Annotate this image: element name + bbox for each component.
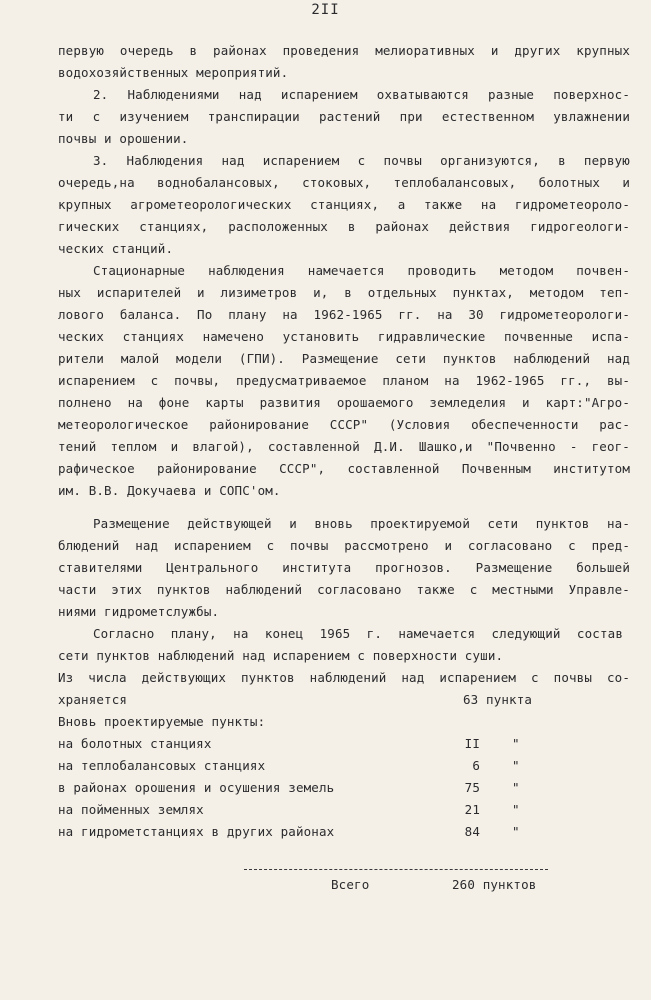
text-line: Стационарные наблюдения намечается проводить методом почвен- <box>93 263 630 278</box>
total-value: 260 пунктов <box>452 877 537 892</box>
row-value: II <box>464 736 480 751</box>
new-points-heading: Вновь проектируемые пункты: <box>58 714 266 729</box>
row-value: 75 <box>464 780 480 795</box>
row-value: 84 <box>464 824 480 839</box>
row-ditto: " <box>512 736 520 751</box>
text-line: 2. Наблюдениями над испарением охватываются разные поверхнос- <box>93 87 630 102</box>
text-line: тений теплом и влагой), составленной Д.И. Шашко,и "Почвенно - геог- <box>58 439 630 454</box>
row-ditto: " <box>512 824 520 839</box>
text-line: крупных агрометеорологических станциях, а также на гидрометеороло- <box>58 197 630 212</box>
text-line: рафическое районирование СССР", составленной Почвенным институтом <box>58 461 630 476</box>
text-line: испарением с почвы, предусматриваемое планом на 1962-1965 гг., вы- <box>58 373 630 388</box>
text-line: ческих станциях намечено установить гидравлические почвенные испа- <box>58 329 630 344</box>
text-line: метеорологическое районирование СССР" (Условия обеспеченности рас- <box>58 417 630 432</box>
row-ditto: " <box>512 758 520 773</box>
text-line: лового баланса. По плану на 1962-1965 гг. на 30 гидрометеорологи- <box>58 307 630 322</box>
row-value: 6 <box>472 758 480 773</box>
text-line: сети пунктов наблюдений над испарением с поверхности суши. <box>58 648 504 663</box>
row-label: на пойменных землях <box>58 802 204 817</box>
row-label: на болотных станциях <box>58 736 212 751</box>
text-line: ческих станций. <box>58 241 174 256</box>
text-line: рители малой модели (ГПИ). Размещение сети пунктов наблюдений над <box>58 351 630 366</box>
total-label: Всего <box>331 877 370 892</box>
existing-value: 63 пункта <box>463 692 533 707</box>
text-line: ных испарителей и лизиметров и, в отдельных пунктах, методом теп- <box>58 285 630 300</box>
row-label: на гидрометстанциях в других районах <box>58 824 335 839</box>
text-line: очередь,на воднобалансовых, стоковых, теплобалансовых, болотных и <box>58 175 630 190</box>
text-line: Размещение действующей и вновь проектируемой сети пунктов на- <box>93 516 630 531</box>
text-line: ставителями Центрального института прогнозов. Размещение большей <box>58 560 630 575</box>
row-value: 21 <box>464 802 480 817</box>
text-line: им. В.В. Докучаева и СОПС'ом. <box>58 483 281 498</box>
text-line: Согласно плану, на конец 1965 г. намечается следующий состав <box>93 626 623 641</box>
text-line: водохозяйственных мероприятий. <box>58 65 289 80</box>
row-label: на теплобалансовых станциях <box>58 758 266 773</box>
row-label: в районах орошения и осушения земель <box>58 780 335 795</box>
text-line: 3. Наблюдения над испарением с почвы организуются, в первую <box>93 153 630 168</box>
total-divider <box>244 869 548 870</box>
text-line: блюдений над испарением с почвы рассмотрено и согласовано с пред- <box>58 538 630 553</box>
text-line: Из числа действующих пунктов наблюдений над испарением с почвы со- <box>58 670 630 685</box>
text-line: первую очередь в районах проведения мелиоративных и других крупных <box>58 43 630 58</box>
row-ditto: " <box>512 780 520 795</box>
text-line: полнено на фоне карты развития орошаемого земледелия и карт:"Агро- <box>58 395 630 410</box>
text-line: ти с изучением транспирации растений при естественном увлажнении <box>58 109 630 124</box>
page-number: 2II <box>311 2 340 18</box>
text-line: ниями гидрометслужбы. <box>58 604 220 619</box>
text-line: части этих пунктов наблюдений согласовано также с местными Управле- <box>58 582 630 597</box>
existing-label: храняется <box>58 692 128 707</box>
text-line: почвы и орошении. <box>58 131 189 146</box>
text-line: гических станциях, расположенных в районах действия гидрогеологи- <box>58 219 630 234</box>
row-ditto: " <box>512 802 520 817</box>
